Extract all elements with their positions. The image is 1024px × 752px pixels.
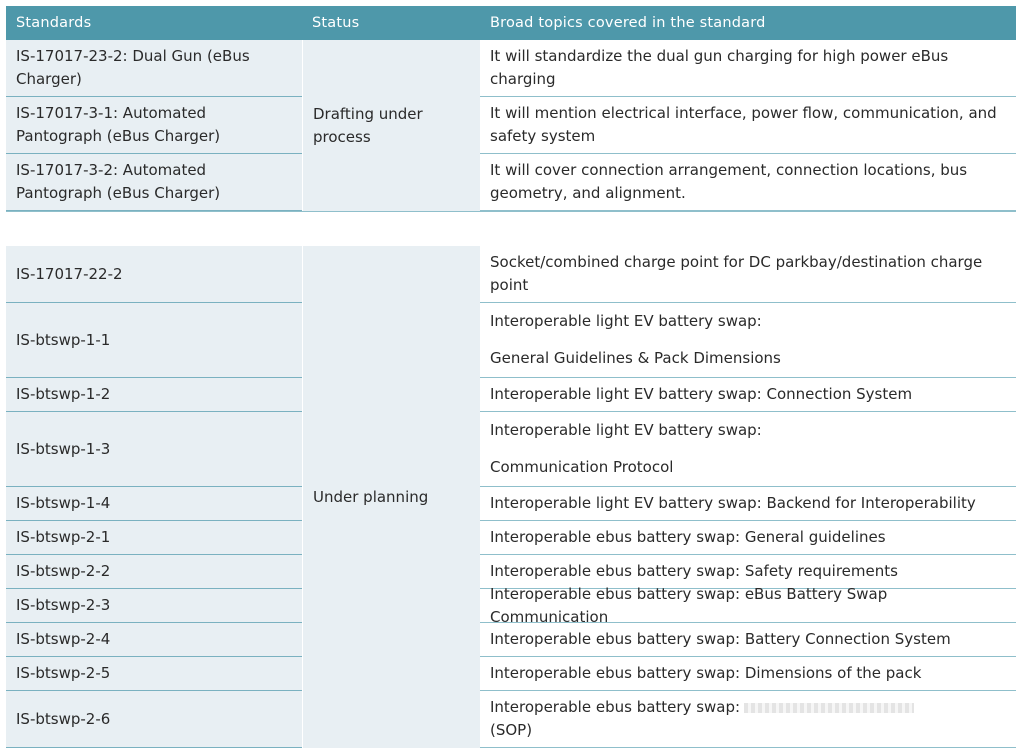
topic-cell: Interoperable ebus battery swap: Dimensions of the pack: [480, 657, 1016, 691]
table-header: [6, 6, 1016, 40]
topic-cell: Socket/combined charge point for DC parkbay/destination charge point: [480, 246, 1016, 303]
header-standards: Standards: [16, 15, 92, 31]
topic-line: [490, 696, 914, 719]
standard-cell: IS-btswp-2-5: [6, 657, 302, 691]
standard-cell: IS-btswp-2-6: [6, 691, 302, 748]
topic-cell: [480, 303, 1016, 378]
topic-cell: [480, 691, 1016, 748]
standard-cell: IS-btswp-2-2: [6, 555, 302, 589]
topic-cell: Interoperable ebus battery swap: Safety requirements: [480, 555, 1016, 589]
status-text: Under planning: [313, 487, 429, 506]
standard-cell: IS-btswp-1-2: [6, 378, 302, 412]
section-drafting: [6, 40, 1016, 211]
section-drafting-standards: [6, 40, 302, 211]
section-planning-topics: [480, 246, 1016, 748]
standard-cell: IS-btswp-2-3: [6, 589, 302, 623]
section-planning: [6, 246, 1016, 748]
header-status: Status: [312, 15, 360, 31]
topic-line-text: Interoperable ebus battery swap:: [490, 698, 741, 716]
standards-table: [6, 6, 1016, 748]
topic-cell: It will cover connection arrangement, connection locations, bus geometry, and alignment.: [480, 154, 1016, 211]
status-text: Drafting under process: [313, 104, 423, 146]
topic-line: Interoperable light EV battery swap:: [490, 312, 762, 330]
section-planning-standards: [6, 246, 302, 748]
topic-line: (SOP): [490, 721, 533, 739]
topic-line: General Guidelines & Pack Dimensions: [490, 349, 781, 367]
standard-cell: IS-btswp-1-1: [6, 303, 302, 378]
standard-cell: IS-17017-3-2: Automated Pantograph (eBus Charger): [6, 154, 302, 211]
topic-cell: It will standardize the dual gun charging for high power eBus charging: [480, 40, 1016, 97]
topic-cell: Interoperable light EV battery swap: Backend for Interoperability: [480, 487, 1016, 521]
topic-line: Communication Protocol: [490, 458, 674, 476]
standard-cell: IS-17017-3-1: Automated Pantograph (eBus Charger): [6, 97, 302, 154]
status-planning: [302, 246, 480, 748]
topic-line: Interoperable light EV battery swap:: [490, 421, 762, 439]
header-topics: Broad topics covered in the standard: [490, 15, 766, 31]
topic-cell: Interoperable ebus battery swap: Battery Connection System: [480, 623, 1016, 657]
topic-cell: It will mention electrical interface, power flow, communication, and safety system: [480, 97, 1016, 154]
section-gap: [6, 211, 1016, 246]
standard-cell: IS-btswp-2-1: [6, 521, 302, 555]
topic-cell: Interoperable ebus battery swap: General guidelines: [480, 521, 1016, 555]
topic-cell: Interoperable ebus battery swap: eBus Battery Swap Communication: [480, 589, 1016, 623]
standard-cell: IS-17017-22-2: [6, 246, 302, 303]
status-drafting: [302, 40, 480, 211]
section-drafting-topics: [480, 40, 1016, 211]
topic-cell: [480, 412, 1016, 487]
standard-cell: IS-btswp-1-3: [6, 412, 302, 487]
standard-cell: IS-btswp-1-4: [6, 487, 302, 521]
obscured-text: [744, 703, 914, 713]
standard-cell: IS-btswp-2-4: [6, 623, 302, 657]
topic-cell: Interoperable light EV battery swap: Connection System: [480, 378, 1016, 412]
standard-cell: IS-17017-23-2: Dual Gun (eBus Charger): [6, 40, 302, 97]
